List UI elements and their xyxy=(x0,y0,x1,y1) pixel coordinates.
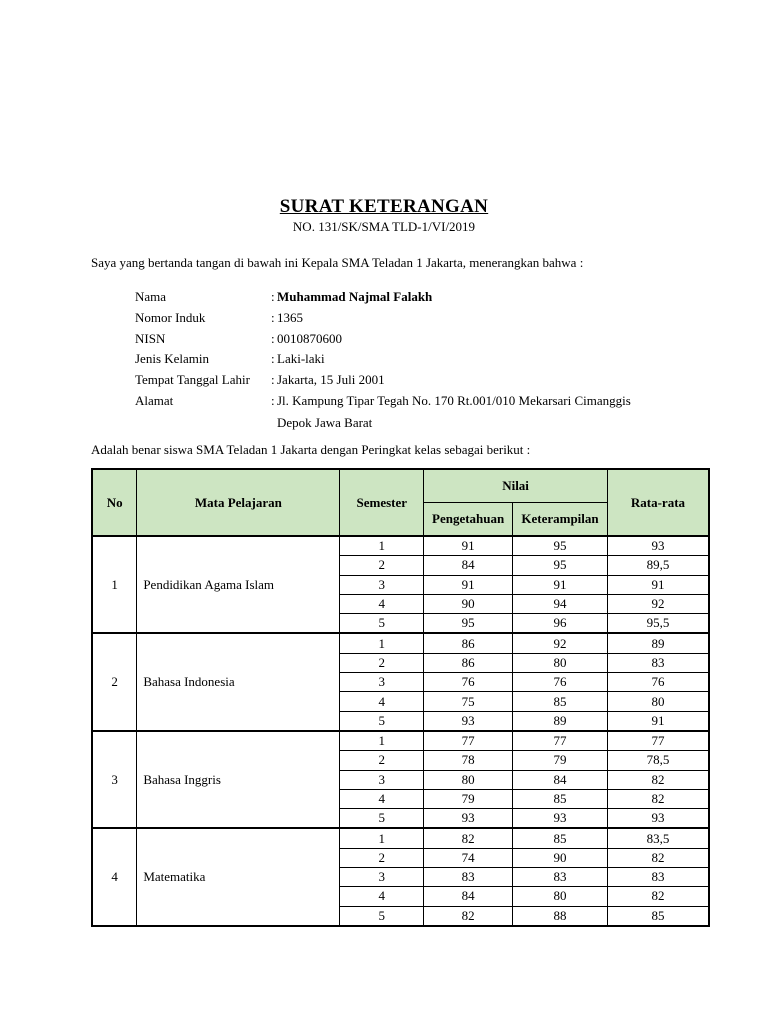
table-row xyxy=(92,828,709,848)
keterampilan-cell: 90 xyxy=(513,848,608,867)
subject-number: 2 xyxy=(92,633,137,730)
separator: : xyxy=(271,351,275,367)
pengetahuan-cell: 82 xyxy=(424,828,513,848)
semester-cell: 1 xyxy=(340,828,424,848)
pengetahuan-cell: 77 xyxy=(424,731,513,751)
document-number: NO. 131/SK/SMA TLD-1/VI/2019 xyxy=(292,219,476,234)
nomor-label: Nomor Induk xyxy=(135,309,206,325)
info-row-birth xyxy=(135,370,631,391)
semester-cell: 1 xyxy=(340,731,424,751)
semester-cell: 3 xyxy=(340,673,424,692)
birth-value: Jakarta, 15 Juli 2001 xyxy=(277,372,385,388)
subject-name: Matematika xyxy=(137,828,340,925)
subject-name: Pendidikan Agama Islam xyxy=(137,536,340,633)
statement-text: Adalah benar siswa SMA Teladan 1 Jakarta dengan Peringkat kelas sebagai berikut : xyxy=(91,442,531,457)
nisn-label: NISN xyxy=(135,330,166,346)
average-cell: 89,5 xyxy=(607,556,709,575)
table-row xyxy=(92,536,709,556)
pengetahuan-cell: 80 xyxy=(424,770,513,789)
subject-number: 1 xyxy=(92,536,137,633)
average-cell: 82 xyxy=(607,848,709,867)
keterampilan-cell: 76 xyxy=(513,673,608,692)
pengetahuan-cell: 74 xyxy=(424,848,513,867)
keterampilan-cell: 94 xyxy=(513,594,608,613)
average-cell: 83 xyxy=(607,653,709,672)
keterampilan-cell: 89 xyxy=(513,711,608,731)
separator: : xyxy=(271,289,275,304)
keterampilan-cell: 92 xyxy=(513,633,608,653)
keterampilan-cell: 80 xyxy=(513,887,608,906)
nomor-value: 1365 xyxy=(277,309,303,325)
semester-cell: 5 xyxy=(340,711,424,731)
keterampilan-cell: 85 xyxy=(513,828,608,848)
pengetahuan-cell: 84 xyxy=(424,887,513,906)
semester-cell: 4 xyxy=(340,594,424,613)
average-cell: 83 xyxy=(607,868,709,887)
average-cell: 82 xyxy=(607,887,709,906)
keterampilan-cell: 83 xyxy=(513,868,608,887)
average-cell: 82 xyxy=(607,770,709,789)
subject-number: 4 xyxy=(92,828,137,925)
pengetahuan-cell: 90 xyxy=(424,594,513,613)
document-title: SURAT KETERANGAN xyxy=(279,196,489,217)
keterampilan-cell: 85 xyxy=(513,789,608,808)
table-row xyxy=(92,731,709,751)
grades-body xyxy=(92,536,709,926)
semester-cell: 1 xyxy=(340,633,424,653)
semester-cell: 3 xyxy=(340,770,424,789)
semester-cell: 4 xyxy=(340,692,424,711)
average-cell: 77 xyxy=(607,731,709,751)
pengetahuan-cell: 95 xyxy=(424,614,513,634)
table-row xyxy=(92,633,709,653)
pengetahuan-cell: 79 xyxy=(424,789,513,808)
info-row-address-cont xyxy=(135,412,631,434)
name-value: Muhammad Najmal Falakh xyxy=(277,289,433,304)
keterampilan-cell: 95 xyxy=(513,556,608,575)
separator: : xyxy=(271,372,275,388)
subject-name: Bahasa Indonesia xyxy=(137,633,340,730)
grades-table xyxy=(91,468,710,927)
header-subject: Mata Pelajaran xyxy=(137,469,340,536)
pengetahuan-cell: 76 xyxy=(424,673,513,692)
keterampilan-cell: 91 xyxy=(513,575,608,594)
pengetahuan-cell: 83 xyxy=(424,868,513,887)
separator: : xyxy=(271,392,275,408)
semester-cell: 4 xyxy=(340,789,424,808)
average-cell: 89 xyxy=(607,633,709,653)
pengetahuan-cell: 75 xyxy=(424,692,513,711)
average-cell: 95,5 xyxy=(607,614,709,634)
pengetahuan-cell: 93 xyxy=(424,809,513,829)
average-cell: 93 xyxy=(607,536,709,556)
intro-text: Saya yang bertanda tangan di bawah ini Kepala SMA Teladan 1 Jakarta, menerangkan bahwa : xyxy=(91,255,584,270)
separator: : xyxy=(271,330,275,346)
birth-label: Tempat Tanggal Lahir xyxy=(135,372,250,388)
info-row-nisn xyxy=(135,329,631,350)
semester-cell: 5 xyxy=(340,809,424,829)
semester-cell: 3 xyxy=(340,868,424,887)
semester-cell: 2 xyxy=(340,751,424,770)
pengetahuan-cell: 91 xyxy=(424,536,513,556)
average-cell: 76 xyxy=(607,673,709,692)
name-label: Nama xyxy=(135,289,167,304)
average-cell: 78,5 xyxy=(607,751,709,770)
semester-cell: 2 xyxy=(340,556,424,575)
pengetahuan-cell: 82 xyxy=(424,906,513,926)
average-cell: 82 xyxy=(607,789,709,808)
keterampilan-cell: 79 xyxy=(513,751,608,770)
average-cell: 91 xyxy=(607,575,709,594)
info-row-gender xyxy=(135,349,631,370)
semester-cell: 5 xyxy=(340,906,424,926)
header-nilai: Nilai xyxy=(424,469,608,503)
average-cell: 85 xyxy=(607,906,709,926)
subject-number: 3 xyxy=(92,731,137,828)
average-cell: 93 xyxy=(607,809,709,829)
header-semester: Semester xyxy=(340,469,424,536)
header-keterampilan: Keterampilan xyxy=(513,503,608,537)
semester-cell: 5 xyxy=(340,614,424,634)
keterampilan-cell: 95 xyxy=(513,536,608,556)
pengetahuan-cell: 91 xyxy=(424,575,513,594)
average-cell: 92 xyxy=(607,594,709,613)
gender-value: Laki-laki xyxy=(277,351,325,367)
gender-label: Jenis Kelamin xyxy=(135,351,210,367)
average-cell: 91 xyxy=(607,711,709,731)
info-row-nomor xyxy=(135,308,631,329)
pengetahuan-cell: 93 xyxy=(424,711,513,731)
keterampilan-cell: 93 xyxy=(513,809,608,829)
info-row-address xyxy=(135,391,631,412)
pengetahuan-cell: 78 xyxy=(424,751,513,770)
keterampilan-cell: 96 xyxy=(513,614,608,634)
nisn-value: 0010870600 xyxy=(277,330,342,346)
address-line1: Jl. Kampung Tipar Tegah No. 170 Rt.001/010 Mekarsari Cimanggis xyxy=(277,392,631,408)
pengetahuan-cell: 84 xyxy=(424,556,513,575)
semester-cell: 1 xyxy=(340,536,424,556)
header-pengetahuan: Pengetahuan xyxy=(424,503,513,537)
semester-cell: 3 xyxy=(340,575,424,594)
subject-name: Bahasa Inggris xyxy=(137,731,340,828)
keterampilan-cell: 85 xyxy=(513,692,608,711)
header-average: Rata-rata xyxy=(607,469,709,536)
keterampilan-cell: 77 xyxy=(513,731,608,751)
semester-cell: 4 xyxy=(340,887,424,906)
keterampilan-cell: 84 xyxy=(513,770,608,789)
keterampilan-cell: 80 xyxy=(513,653,608,672)
header-no: No xyxy=(92,469,137,536)
semester-cell: 2 xyxy=(340,653,424,672)
pengetahuan-cell: 86 xyxy=(424,633,513,653)
average-cell: 83,5 xyxy=(607,828,709,848)
address-line2: Depok Jawa Barat xyxy=(277,414,373,430)
address-label: Alamat xyxy=(135,392,174,408)
student-info xyxy=(135,287,631,434)
info-row-name xyxy=(135,287,631,308)
pengetahuan-cell: 86 xyxy=(424,653,513,672)
separator: : xyxy=(271,309,275,325)
semester-cell: 2 xyxy=(340,848,424,867)
keterampilan-cell: 88 xyxy=(513,906,608,926)
average-cell: 80 xyxy=(607,692,709,711)
